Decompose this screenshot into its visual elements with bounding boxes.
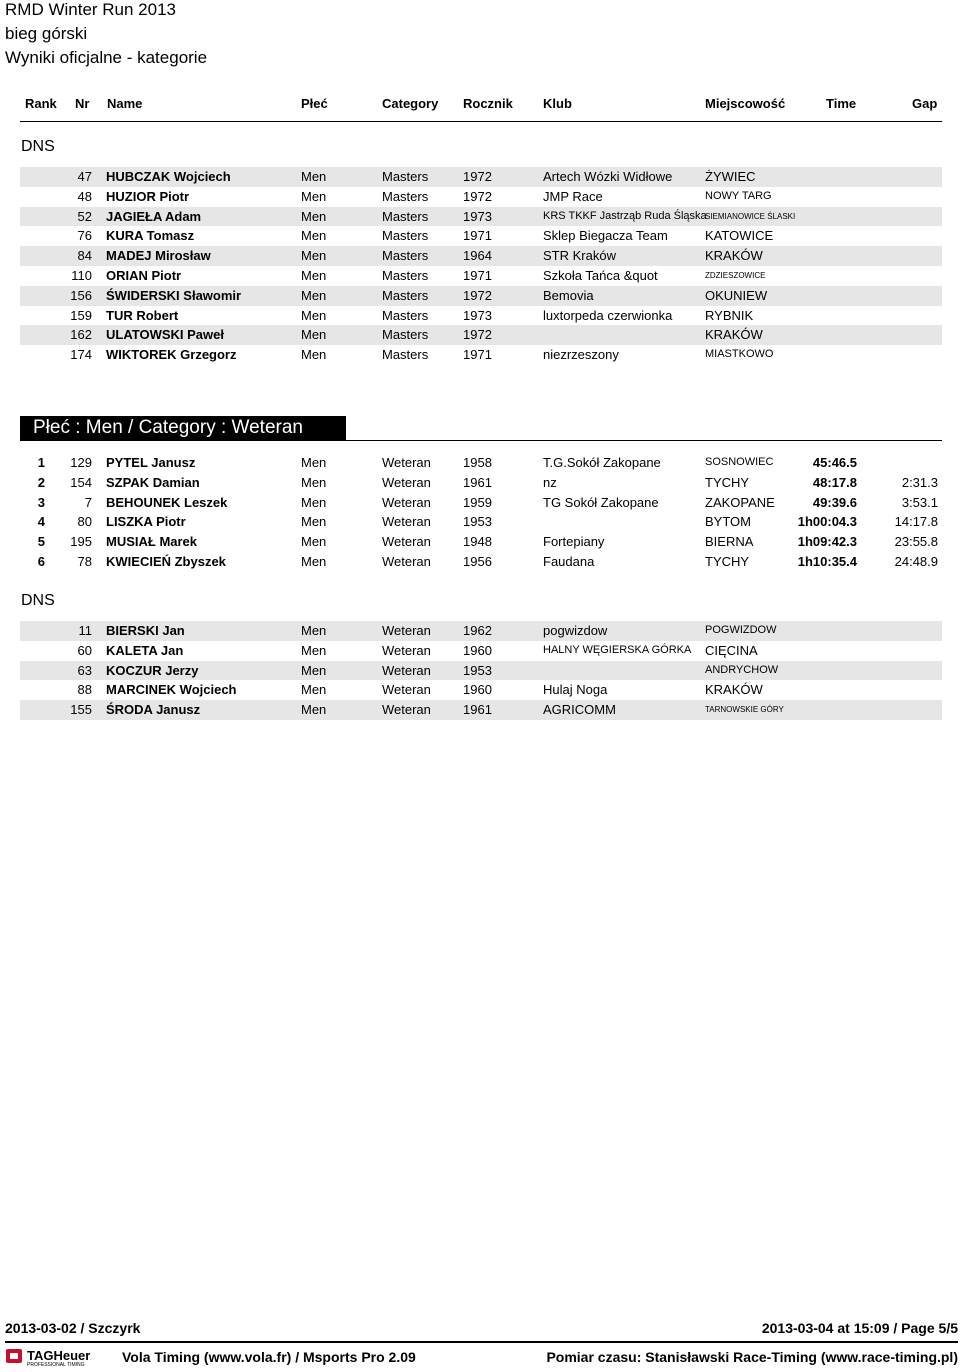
dns-label-weteran: DNS (21, 592, 55, 609)
birth-year: 1948 (463, 534, 492, 550)
category: Weteran (382, 553, 431, 569)
birth-year: 1971 (463, 347, 492, 363)
club: niezrzeszony (543, 347, 619, 363)
city: TYCHY (705, 474, 750, 490)
city: ŻYWIEC (705, 169, 756, 184)
sex: Men (301, 662, 327, 678)
table-row (20, 621, 942, 641)
birth-year: 1960 (463, 642, 492, 658)
sex: Men (301, 514, 327, 530)
bib-number: 60 (77, 642, 92, 658)
col-sex: Płeć (301, 96, 328, 111)
athlete-name: PYTEL Janusz (106, 455, 196, 470)
sex: Men (301, 642, 327, 658)
birth-year: 1971 (463, 228, 492, 244)
gap: 2:31.3 (901, 474, 938, 490)
city: NOWY TARG (705, 189, 772, 202)
footer-date-location: 2013-03-02 / Szczyrk (5, 1320, 141, 1336)
birth-year: 1956 (463, 553, 492, 569)
footer-page-info: 2013-03-04 at 15:09 / Page 5/5 (761, 1320, 958, 1336)
bib-number: 11 (78, 623, 92, 638)
finish-time: 49:39.6 (812, 494, 857, 510)
city: ZAKOPANE (705, 494, 775, 510)
city: KRAKÓW (705, 248, 763, 264)
bib-number: 63 (77, 662, 92, 678)
category: Masters (382, 267, 429, 283)
athlete-name: ULATOWSKI Paweł (106, 327, 224, 343)
table-row (20, 493, 942, 513)
sex: Men (301, 474, 327, 490)
sex: Men (301, 455, 327, 470)
club: T.G.Sokół Zakopane (543, 455, 661, 470)
category: Weteran (382, 474, 431, 490)
sex: Men (301, 248, 327, 264)
athlete-name: ORIAN Piotr (106, 267, 182, 283)
category: Masters (382, 228, 429, 244)
bib-number: 155 (70, 702, 92, 718)
col-category: Category (382, 96, 439, 111)
sex: Men (301, 534, 327, 550)
sex: Men (301, 327, 327, 343)
athlete-name: MADEJ Mirosław (106, 248, 211, 264)
bib-number: 84 (77, 248, 92, 264)
table-row (20, 512, 942, 532)
results-title: Wyniki oficjalne - kategorie (5, 48, 208, 67)
sex: Men (301, 267, 327, 283)
club: Artech Wózki Widłowe (543, 169, 673, 184)
table-row (20, 680, 942, 700)
city: TYCHY (705, 553, 750, 569)
sex: Men (301, 553, 327, 569)
gap: 23:55.8 (894, 534, 938, 550)
athlete-name: LISZKA Piotr (106, 514, 186, 530)
table-row (20, 226, 942, 246)
club: HALNY WĘGIERSKA GÓRKA (543, 643, 692, 656)
banner-rule (20, 440, 942, 441)
category: Masters (382, 287, 429, 303)
bib-number: 52 (77, 208, 92, 224)
club: Sklep Biegacza Team (543, 228, 668, 244)
event-title: RMD Winter Run 2013 (5, 0, 177, 19)
category: Weteran (382, 662, 431, 678)
rank: 2 (37, 474, 45, 490)
athlete-name: TUR Robert (106, 307, 179, 323)
city: SIEMIANOWICE ŚLASKI (705, 211, 796, 221)
col-city: Miejscowość (705, 96, 786, 111)
col-nr: Nr (75, 96, 90, 111)
table-row (20, 167, 942, 187)
rank: 3 (37, 494, 45, 510)
category: Weteran (382, 534, 431, 550)
finish-time: 45:46.5 (812, 455, 857, 470)
category: Masters (382, 327, 429, 343)
table-row (20, 661, 942, 681)
event-subtitle: bieg górski (5, 24, 88, 43)
athlete-name: KWIECIEŃ Zbyszek (106, 553, 226, 569)
athlete-name: KALETA Jan (106, 642, 184, 658)
svg-text:PROFESSIONAL TIMING: PROFESSIONAL TIMING (27, 1362, 85, 1367)
table-row (20, 286, 942, 306)
category: Weteran (382, 494, 431, 510)
table-row (20, 453, 942, 473)
bib-number: 110 (71, 267, 92, 283)
club: AGRICOMM (543, 702, 616, 718)
table-row (20, 187, 942, 207)
sex: Men (301, 228, 327, 244)
club: JMP Race (543, 188, 603, 204)
bib-number: 129 (70, 455, 92, 470)
category: Masters (382, 208, 429, 224)
birth-year: 1971 (463, 267, 492, 283)
birth-year: 1972 (463, 169, 492, 184)
category-banner: Płeć : Men / Category : Weteran (20, 416, 346, 440)
city: RYBNIK (705, 307, 754, 323)
bib-number: 47 (77, 169, 92, 184)
club: Hulaj Noga (543, 682, 608, 698)
birth-year: 1962 (463, 623, 492, 638)
club: nz (543, 474, 557, 490)
birth-year: 1973 (463, 208, 492, 224)
col-gap: Gap (912, 96, 938, 111)
col-club: Klub (543, 96, 572, 111)
birth-year: 1958 (463, 455, 492, 470)
sex: Men (301, 287, 327, 303)
category: Masters (382, 307, 429, 323)
athlete-name: KOCZUR Jerzy (106, 662, 199, 678)
category: Masters (382, 347, 429, 363)
sex: Men (301, 623, 327, 638)
bib-number: 159 (70, 307, 92, 323)
table-row (20, 473, 942, 493)
rank: 1 (37, 455, 45, 470)
sex: Men (301, 682, 327, 698)
bib-number: 78 (77, 553, 92, 569)
col-name: Name (107, 96, 143, 111)
finish-time: 1h00:04.3 (797, 514, 857, 530)
athlete-name: BEHOUNEK Leszek (106, 494, 228, 510)
table-row (20, 246, 942, 266)
table-row (20, 266, 942, 286)
table-row (20, 207, 942, 227)
sex: Men (301, 494, 327, 510)
sex: Men (301, 208, 327, 224)
footer-vola: Vola Timing (www.vola.fr) / Msports Pro 2.09 (122, 1349, 416, 1365)
col-time: Time (826, 96, 857, 111)
footer-pomiar: Pomiar czasu: Stanisławski Race-Timing (www.race-timing.pl) (546, 1349, 958, 1365)
athlete-name: ŚRODA Janusz (106, 702, 201, 718)
athlete-name: KURA Tomasz (106, 228, 195, 244)
table-row (20, 700, 942, 720)
table-row (20, 325, 942, 345)
category: Masters (382, 188, 429, 204)
city: POGWIZDOW (705, 624, 777, 636)
category: Weteran (382, 623, 431, 638)
category: Masters (382, 248, 429, 264)
club: Faudana (543, 553, 595, 569)
category: Weteran (382, 514, 431, 530)
city: MIASTKOWO (705, 348, 774, 361)
birth-year: 1973 (463, 307, 492, 323)
bib-number: 80 (77, 514, 92, 530)
city: ZDZIESZOWICE (705, 270, 766, 280)
city: KRAKÓW (705, 682, 763, 698)
club: KRS TKKF Jastrząb Ruda Śląska (543, 209, 707, 222)
birth-year: 1964 (463, 248, 492, 264)
gap: 24:48.9 (894, 553, 938, 569)
weteran-dns-table (20, 621, 942, 720)
category: Weteran (382, 642, 431, 658)
birth-year: 1972 (463, 188, 492, 204)
col-year: Rocznik (463, 96, 513, 111)
birth-year: 1972 (463, 287, 492, 303)
club: STR Kraków (543, 248, 616, 264)
club: Fortepiany (543, 534, 605, 550)
table-row (20, 641, 942, 661)
rank: 5 (37, 534, 45, 550)
sex: Men (301, 702, 327, 718)
finish-time: 1h09:42.3 (797, 534, 857, 550)
dns-label-masters: DNS (21, 138, 55, 155)
finish-time: 1h10:35.4 (797, 553, 857, 569)
bib-number: 48 (77, 188, 92, 204)
column-header (0, 96, 960, 112)
category: Masters (382, 169, 429, 184)
city: SOSNOWIEC (705, 456, 774, 468)
club: pogwizdow (543, 623, 608, 638)
sex: Men (301, 169, 327, 184)
sex: Men (301, 188, 327, 204)
finish-time: 48:17.8 (812, 474, 857, 490)
rank: 6 (37, 553, 45, 569)
city: OKUNIEW (705, 287, 768, 303)
athlete-name: HUZIOR Piotr (106, 188, 190, 204)
city: TARNOWSKIE GÓRY (705, 705, 784, 715)
club: luxtorpeda czerwionka (543, 307, 673, 323)
sex: Men (301, 307, 327, 323)
athlete-name: BIERSKI Jan (106, 623, 185, 638)
club: TG Sokół Zakopane (543, 494, 659, 510)
svg-text:TAGHeuer: TAGHeuer (27, 1348, 91, 1363)
birth-year: 1961 (463, 702, 492, 718)
category: Weteran (382, 702, 431, 718)
bib-number: 156 (70, 287, 92, 303)
club: Bemovia (543, 287, 594, 303)
col-rank: Rank (25, 96, 57, 111)
category: Weteran (382, 455, 431, 470)
bib-number: 76 (77, 228, 92, 244)
table-row (20, 345, 942, 365)
birth-year: 1972 (463, 327, 492, 343)
table-row (20, 532, 942, 552)
bib-number: 174 (70, 347, 92, 363)
bib-number: 195 (70, 534, 92, 550)
athlete-name: MARCINEK Wojciech (106, 682, 237, 698)
bib-number: 162 (70, 327, 92, 343)
athlete-name: WIKTOREK Grzegorz (106, 347, 237, 363)
header-rule (20, 121, 942, 122)
bib-number: 154 (70, 474, 92, 490)
sex: Men (301, 347, 327, 363)
bib-number: 88 (77, 682, 92, 698)
city: BIERNA (705, 534, 754, 550)
category: Weteran (382, 682, 431, 698)
birth-year: 1953 (463, 662, 492, 678)
birth-year: 1959 (463, 494, 492, 510)
city: KRAKÓW (705, 327, 763, 343)
tagheuer-logo (5, 1347, 113, 1367)
birth-year: 1961 (463, 474, 492, 490)
masters-dns-table (20, 167, 942, 365)
gap: 14:17.8 (894, 514, 938, 530)
athlete-name: HUBCZAK Wojciech (106, 169, 231, 184)
rank: 4 (37, 514, 45, 530)
athlete-name: MUSIAŁ Marek (106, 534, 198, 550)
bib-number: 7 (84, 494, 92, 510)
table-row (20, 552, 942, 572)
birth-year: 1953 (463, 514, 492, 530)
footer-rule (5, 1341, 958, 1343)
city: ANDRYCHOW (705, 663, 779, 676)
city: CIĘCINA (705, 642, 758, 658)
gap: 3:53.1 (901, 494, 938, 510)
weteran-results-table (20, 453, 942, 572)
club: Szkoła Tańca &quot (543, 267, 658, 283)
birth-year: 1960 (463, 682, 492, 698)
city: BYTOM (705, 514, 751, 530)
athlete-name: SZPAK Damian (106, 474, 200, 490)
table-row (20, 306, 942, 326)
athlete-name: JAGIEŁA Adam (106, 208, 202, 224)
athlete-name: ŚWIDERSKI Sławomir (106, 287, 242, 303)
city: KATOWICE (705, 228, 774, 244)
